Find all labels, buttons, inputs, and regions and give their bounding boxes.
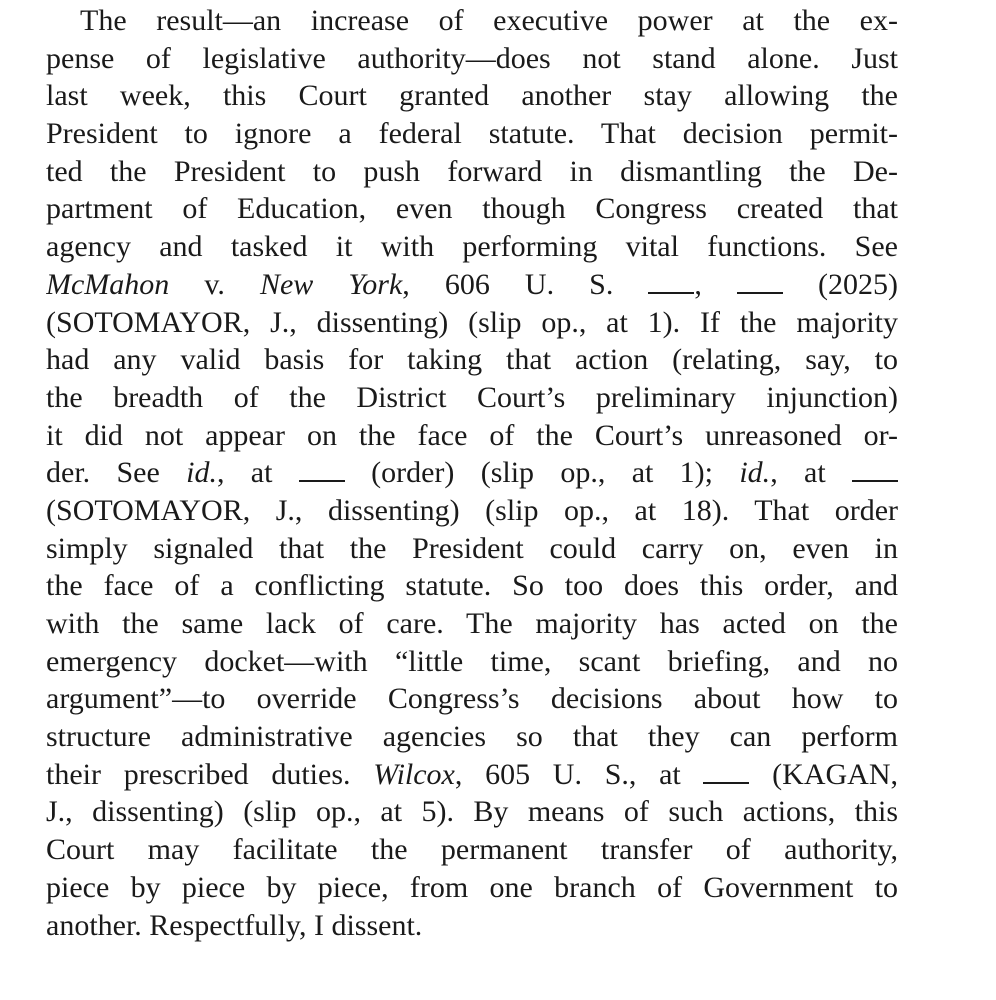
text-line [46, 379, 898, 417]
text-run: it did not appear on the face of the Court’s unreasoned or- [46, 418, 898, 452]
text-line [46, 869, 898, 907]
text-run: the breadth of the District Court’s preliminary injunction) [46, 380, 898, 414]
text-run: (S [46, 493, 73, 527]
text-line [46, 756, 898, 794]
text-line [46, 907, 898, 945]
id-citation-italic: id. [739, 456, 771, 490]
text-line [46, 40, 898, 78]
text-run: (order) (slip op., at 1); [344, 456, 740, 490]
text-line [46, 643, 898, 681]
text-run: , at [770, 456, 852, 490]
text-run: emergency docket—with “little time, scant briefing, and no [46, 644, 898, 678]
text-run: pense of legislative authority—does not stand alone. Just [46, 41, 898, 75]
case-name-italic: Wilcox [373, 757, 455, 791]
text-line [46, 266, 898, 304]
text-line [46, 304, 898, 342]
text-run: (2025) [782, 267, 898, 301]
text-line [46, 153, 898, 191]
text-run: President to ignore a federal statute. That decision permit- [46, 117, 898, 151]
text-line [46, 77, 898, 115]
text-line [46, 417, 898, 455]
text-run: v. [169, 267, 260, 301]
text-run: , J., dissenting) (slip op., at 1). If the majority [242, 305, 898, 339]
text-run: (S [46, 305, 73, 339]
text-line [46, 190, 898, 228]
text-run: (K [749, 757, 804, 791]
case-name-italic: McMahon [46, 267, 170, 301]
text-run: , 606 U. S. [402, 267, 649, 301]
text-run: partment of Education, even though Congress created that [46, 192, 898, 226]
text-run: argument”—to override Congress’s decisions about how to [46, 682, 898, 716]
text-run: structure administrative agencies so that they can perform [46, 720, 898, 754]
pin-cite-blank [299, 456, 345, 482]
text-line [46, 454, 898, 492]
text-line [46, 530, 898, 568]
text-line [46, 605, 898, 643]
case-name-italic: New York [259, 267, 403, 301]
text-line [46, 2, 898, 40]
text-line [46, 567, 898, 605]
text-run: agency and tasked it with performing vital functions. See [46, 230, 898, 264]
id-citation-italic: id. [186, 456, 217, 490]
text-line [46, 115, 898, 153]
text-run: piece by piece by piece, from one branch of Government to [46, 870, 898, 904]
text-run: , [890, 757, 898, 791]
text-line [46, 831, 898, 869]
pin-cite-blank [852, 456, 898, 482]
text-run: the face of a conflicting statute. So too does this order, and [46, 569, 898, 603]
opinion-paragraph [46, 2, 898, 944]
text-run: last week, this Court granted another stay allowing the [46, 79, 898, 113]
text-line [46, 341, 898, 379]
text-run: ted the President to push forward in dismantling the De- [46, 154, 898, 188]
text-run: der. See [46, 456, 187, 490]
justice-name-smallcaps: OTOMAYOR [72, 493, 243, 527]
text-line [46, 793, 898, 831]
text-run: , 605 U. S., at [454, 757, 704, 791]
text-run: another. Respectfully, I dissent. [46, 908, 423, 942]
text-line [46, 718, 898, 756]
text-line [46, 680, 898, 718]
pin-cite-blank [648, 268, 694, 294]
justice-name-smallcaps: AGAN [803, 757, 891, 791]
justice-name-smallcaps: OTOMAYOR [72, 305, 243, 339]
text-run: , [694, 267, 737, 301]
text-run: The result—an increase of executive power at the ex- [80, 4, 898, 37]
text-line [46, 492, 898, 530]
pin-cite-blank [703, 758, 749, 784]
pin-cite-blank [737, 268, 783, 294]
text-run: with the same lack of care. The majority has acted on the [46, 607, 898, 640]
text-run: , J., dissenting) (slip op., at 18). That order [242, 493, 898, 527]
text-line [46, 228, 898, 266]
text-run: their prescribed duties. [46, 757, 374, 791]
text-run: , at [216, 456, 299, 490]
text-run: had any valid basis for taking that action (relating, say, to [46, 343, 898, 377]
text-run: simply signaled that the President could carry on, even in [46, 531, 898, 565]
text-run: J., dissenting) (slip op., at 5). By means of such actions, this [46, 795, 898, 829]
text-run: Court may facilitate the permanent transfer of authority, [46, 833, 898, 867]
